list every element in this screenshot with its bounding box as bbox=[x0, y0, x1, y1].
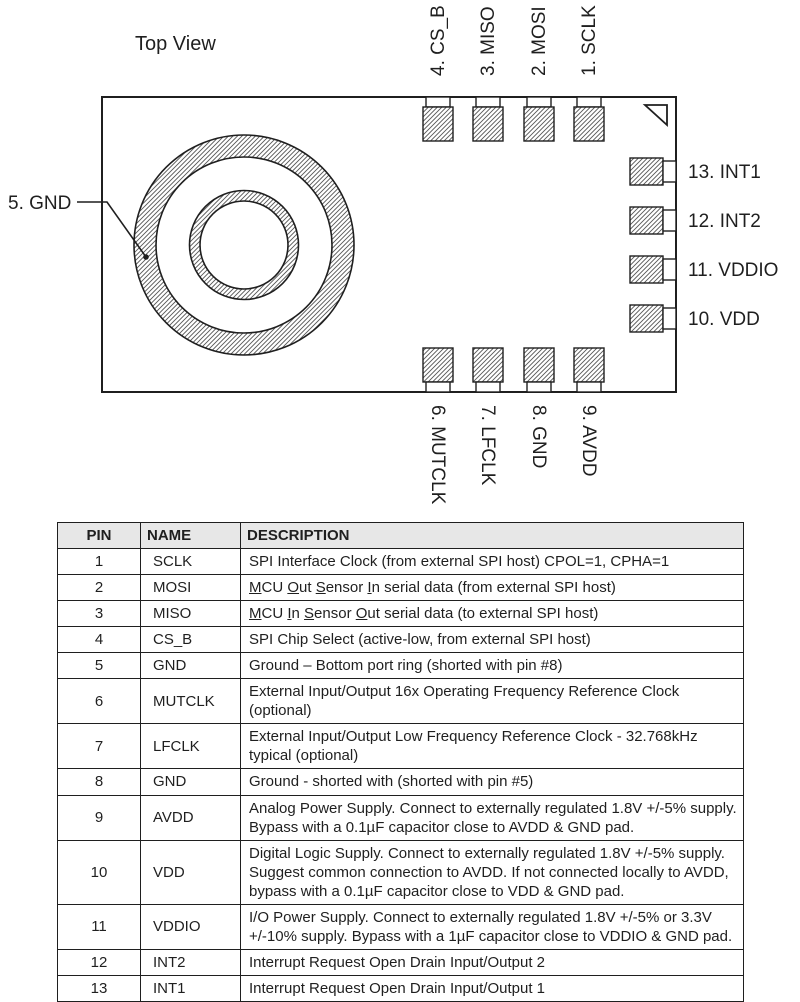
cell-name: GND bbox=[141, 653, 241, 679]
cell-description: Analog Power Supply. Connect to externally regulated 1.8V +/-5% supply. Bypass with a 0.1µF capacitor close to AVDD & GND pad. bbox=[241, 795, 744, 840]
cell-name: MUTCLK bbox=[141, 679, 241, 724]
cell-description: External Input/Output Low Frequency Reference Clock - 32.768kHz typical (optional) bbox=[241, 724, 744, 769]
table-row bbox=[58, 769, 744, 795]
cell-pin: 3 bbox=[58, 601, 141, 627]
cell-pin: 7 bbox=[58, 724, 141, 769]
pin-label-10-vdd: 10. VDD bbox=[688, 309, 760, 330]
pin-table-body bbox=[58, 549, 744, 1002]
cell-pin: 2 bbox=[58, 575, 141, 601]
cell-pin: 9 bbox=[58, 795, 141, 840]
cell-name: VDDIO bbox=[141, 904, 241, 949]
pad-pin4 bbox=[423, 97, 453, 141]
pin-label-12-int2: 12. INT2 bbox=[688, 211, 761, 232]
pin-label-3-miso: 3. MISO bbox=[478, 6, 499, 76]
cell-name: MISO bbox=[141, 601, 241, 627]
pin-label-13-int1: 13. INT1 bbox=[688, 162, 761, 183]
cell-description: Interrupt Request Open Drain Input/Output 1 bbox=[241, 975, 744, 1001]
cell-pin: 6 bbox=[58, 679, 141, 724]
pad-pin8 bbox=[524, 348, 554, 392]
pad-pin10 bbox=[630, 305, 676, 332]
cell-description: I/O Power Supply. Connect to externally regulated 1.8V +/-5% or 3.3V +/-10% supply. Bypass with a 1µF capacitor close to VDDIO & GND pad. bbox=[241, 904, 744, 949]
cell-name: GND bbox=[141, 769, 241, 795]
pin-label-4-csb: 4. CS_B bbox=[428, 5, 449, 76]
cell-description: Interrupt Request Open Drain Input/Output 2 bbox=[241, 949, 744, 975]
pin-label-11-vddio: 11. VDDIO bbox=[688, 260, 779, 281]
header-description: DESCRIPTION bbox=[241, 523, 744, 549]
pad-pin13 bbox=[630, 158, 676, 185]
pad-pin9 bbox=[574, 348, 604, 392]
diagram-title: Top View bbox=[135, 33, 216, 55]
cell-description: SPI Chip Select (active-low, from external SPI host) bbox=[241, 627, 744, 653]
table-row bbox=[58, 549, 744, 575]
table-row bbox=[58, 653, 744, 679]
pad-pin11 bbox=[630, 256, 676, 283]
cell-pin: 13 bbox=[58, 975, 141, 1001]
cell-pin: 4 bbox=[58, 627, 141, 653]
table-row bbox=[58, 904, 744, 949]
pin-label-1-sclk: 1. SCLK bbox=[579, 5, 600, 76]
cell-name: SCLK bbox=[141, 549, 241, 575]
pin-label-6-mutclk: 6. MUTCLK bbox=[427, 405, 448, 505]
cell-name: INT1 bbox=[141, 975, 241, 1001]
cell-pin: 12 bbox=[58, 949, 141, 975]
cell-description: MCU Out Sensor In serial data (from external SPI host) bbox=[241, 575, 744, 601]
cell-description: Digital Logic Supply. Connect to externally regulated 1.8V +/-5% supply. Suggest common connection to AVDD. If not connected locally to AVDD, bypass with a 0.1µF capacitor close to VDD & GND pad. bbox=[241, 840, 744, 904]
cell-description: MCU In Sensor Out serial data (to external SPI host) bbox=[241, 601, 744, 627]
pad-pin3 bbox=[473, 97, 503, 141]
pad-pin1 bbox=[574, 97, 604, 141]
cell-description: Ground - shorted with (shorted with pin #5) bbox=[241, 769, 744, 795]
cell-pin: 10 bbox=[58, 840, 141, 904]
pin-label-2-mosi: 2. MOSI bbox=[529, 6, 550, 76]
cell-pin: 8 bbox=[58, 769, 141, 795]
table-row bbox=[58, 575, 744, 601]
pin-label-9-avdd: 9. AVDD bbox=[578, 405, 599, 477]
cell-name: MOSI bbox=[141, 575, 241, 601]
table-row bbox=[58, 724, 744, 769]
pad-pin2 bbox=[524, 97, 554, 141]
cell-name: CS_B bbox=[141, 627, 241, 653]
cell-description: External Input/Output 16x Operating Frequency Reference Clock (optional) bbox=[241, 679, 744, 724]
table-row bbox=[58, 795, 744, 840]
table-row bbox=[58, 840, 744, 904]
cell-description: Ground – Bottom port ring (shorted with pin #8) bbox=[241, 653, 744, 679]
cell-name: VDD bbox=[141, 840, 241, 904]
table-row bbox=[58, 679, 744, 724]
pin-label-7-lfclk: 7. LFCLK bbox=[477, 405, 498, 486]
table-row bbox=[58, 627, 744, 653]
pad-pin7 bbox=[473, 348, 503, 392]
cell-pin: 1 bbox=[58, 549, 141, 575]
cell-pin: 11 bbox=[58, 904, 141, 949]
table-row bbox=[58, 975, 744, 1001]
table-row bbox=[58, 949, 744, 975]
pin-label-8-gnd: 8. GND bbox=[528, 405, 549, 469]
pin-label-5-gnd: 5. GND bbox=[8, 193, 72, 214]
header-pin: PIN bbox=[58, 523, 141, 549]
pin-description-table bbox=[57, 522, 743, 1002]
cell-name: AVDD bbox=[141, 795, 241, 840]
cell-name: LFCLK bbox=[141, 724, 241, 769]
gnd-leader-dot bbox=[143, 254, 149, 260]
pad-pin6 bbox=[423, 348, 453, 392]
cell-description: SPI Interface Clock (from external SPI host) CPOL=1, CPHA=1 bbox=[241, 549, 744, 575]
cell-pin: 5 bbox=[58, 653, 141, 679]
table-header-row bbox=[58, 523, 744, 549]
cell-name: INT2 bbox=[141, 949, 241, 975]
pad-pin12 bbox=[630, 207, 676, 234]
table-row bbox=[58, 601, 744, 627]
header-name: NAME bbox=[141, 523, 241, 549]
